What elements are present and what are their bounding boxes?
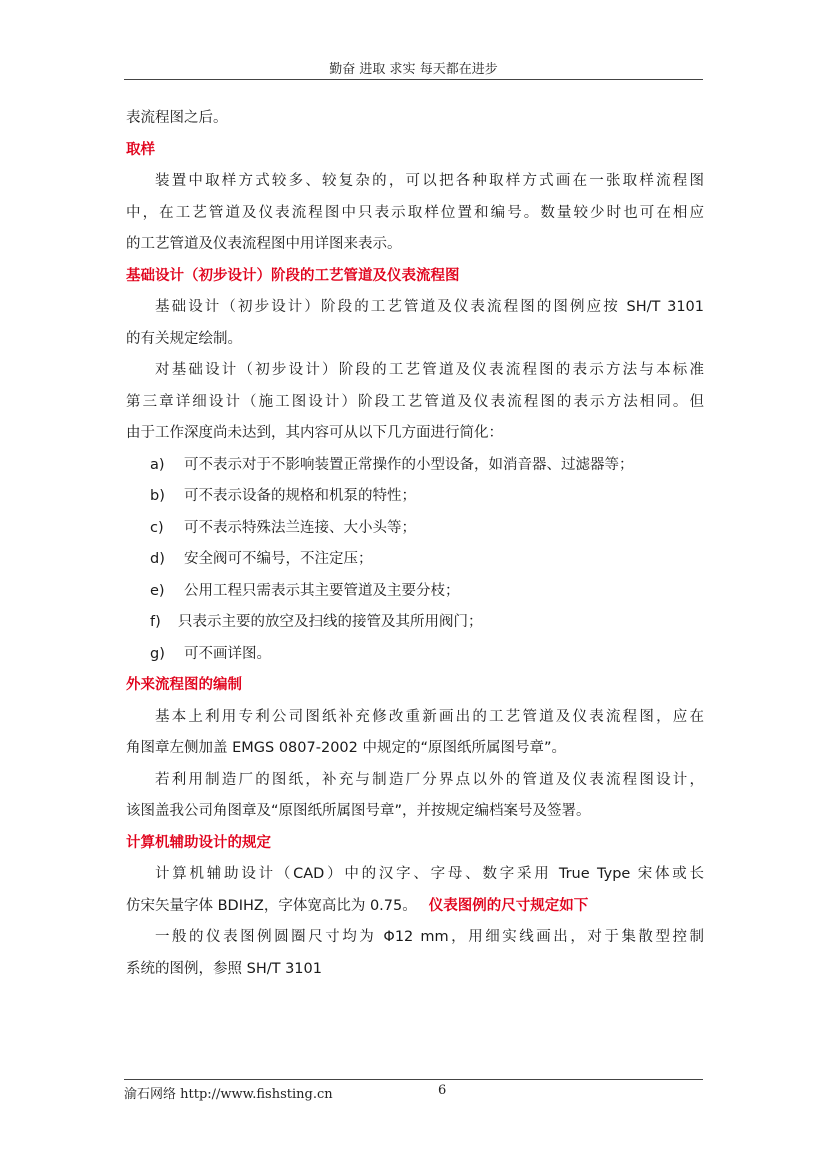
list-item-b <box>126 481 704 513</box>
list-marker: d) <box>150 551 165 567</box>
paragraph-cad-line2 <box>126 891 704 923</box>
paragraph-cad-line1: 计算机辅助设计（CAD）中的汉字、字母、数字采用 True Type 宋体或长 <box>155 866 704 882</box>
heading-sampling: 取样 <box>126 141 155 158</box>
inline-heading-instrument-size: 仪表图例的尺寸规定如下 <box>428 897 589 914</box>
list-item-text: 可不画详图。 <box>184 645 271 662</box>
paragraph-basic-design-line1: 基础设计（初步设计）阶段的工艺管道及仪表流程图的图例应按 SH/T 3101 <box>155 299 704 315</box>
paragraph-external-line1: 基本上利用专利公司图纸补充修改重新画出的工艺管道及仪表流程图，应在 <box>155 708 704 725</box>
paragraph-external-line2: 角图章左侧加盖 EMGS 0807-2002 中规定的“原图纸所属图号章”。 <box>126 740 566 756</box>
header-divider <box>124 79 703 80</box>
list-marker: f) <box>150 614 161 630</box>
footer-divider <box>124 1079 703 1080</box>
paragraph-basic-design-line2: 的有关规定绘制。 <box>126 330 242 347</box>
cad-font-text: 仿宋矢量字体 BDIHZ，字体宽高比为 0.75。 <box>126 897 417 914</box>
heading-external-flowsheet: 外来流程图的编制 <box>126 677 242 693</box>
footer-site: 渝石网络 http://www.fishsting.cn <box>124 1087 333 1102</box>
paragraph-instrument-line1: 一般的仪表图例圆圈尺寸均为 Φ12 mm，用细实线画出，对于集散型控制 <box>155 929 704 945</box>
list-item-c <box>126 513 704 545</box>
paragraph-manufacturer-line1: 若利用制造厂的图纸，补充与制造厂分界点以外的管道及仪表流程图设计， <box>155 771 704 788</box>
list-item-f <box>126 607 704 639</box>
list-item-text: 只表示主要的放空及扫线的接管及其所用阀门； <box>178 614 483 630</box>
list-item-text: 安全阀可不编号，不注定压； <box>184 551 373 567</box>
list-marker: c) <box>150 519 164 536</box>
paragraph-simplify-line3: 由于工作深度尚未达到，其内容可从以下几方面进行简化： <box>126 425 503 441</box>
page-footer <box>124 1083 703 1103</box>
paragraph-sampling-line3: 的工艺管道及仪表流程图中用详图来表示。 <box>126 236 402 252</box>
list-item-text: 可不表示特殊法兰连接、大小头等； <box>184 519 416 536</box>
paragraph-continuation: 表流程图之后。 <box>126 110 228 126</box>
paragraph-manufacturer-line2: 该图盖我公司角图章及“原图纸所属图号章”，并按规定编档案号及签署。 <box>126 803 591 819</box>
page-number: 6 <box>438 1083 447 1098</box>
paragraph-simplify-line1: 对基础设计（初步设计）阶段的工艺管道及仪表流程图的表示方法与本标准 <box>155 362 704 378</box>
list-item-a <box>126 450 704 482</box>
list-item-g <box>126 639 704 671</box>
list-item-text: 公用工程只需表示其主要管道及主要分枝； <box>184 582 460 599</box>
list-marker: g) <box>150 645 165 662</box>
document-body <box>126 103 704 985</box>
heading-cad-rules: 计算机辅助设计的规定 <box>126 834 271 851</box>
paragraph-instrument-line2: 系统的图例，参照 SH/T 3101 <box>126 960 322 977</box>
list-marker: e) <box>150 582 165 599</box>
heading-basic-design: 基础设计（初步设计）阶段的工艺管道及仪表流程图 <box>126 267 460 284</box>
paragraph-sampling-line2: 中，在工艺管道及仪表流程图中只表示取样位置和编号。数量较少时也可在相应 <box>126 204 704 221</box>
list-item-d <box>126 544 704 576</box>
paragraph-simplify-line2: 第三章详细设计（施工图设计）阶段工艺管道及仪表流程图的表示方法相同。但 <box>126 393 704 410</box>
list-item-text: 可不表示对于不影响装置正常操作的小型设备，如消音器、过滤器等； <box>184 456 634 473</box>
list-marker: b) <box>150 488 165 504</box>
list-item-text: 可不表示设备的规格和机泵的特性； <box>184 488 416 504</box>
paragraph-sampling-line1: 装置中取样方式较多、较复杂的，可以把各种取样方式画在一张取样流程图 <box>155 173 704 189</box>
list-marker: a) <box>150 456 165 473</box>
page-header: 勤奋 进取 求实 每天都在进步 <box>329 62 498 77</box>
list-item-e <box>126 576 704 608</box>
